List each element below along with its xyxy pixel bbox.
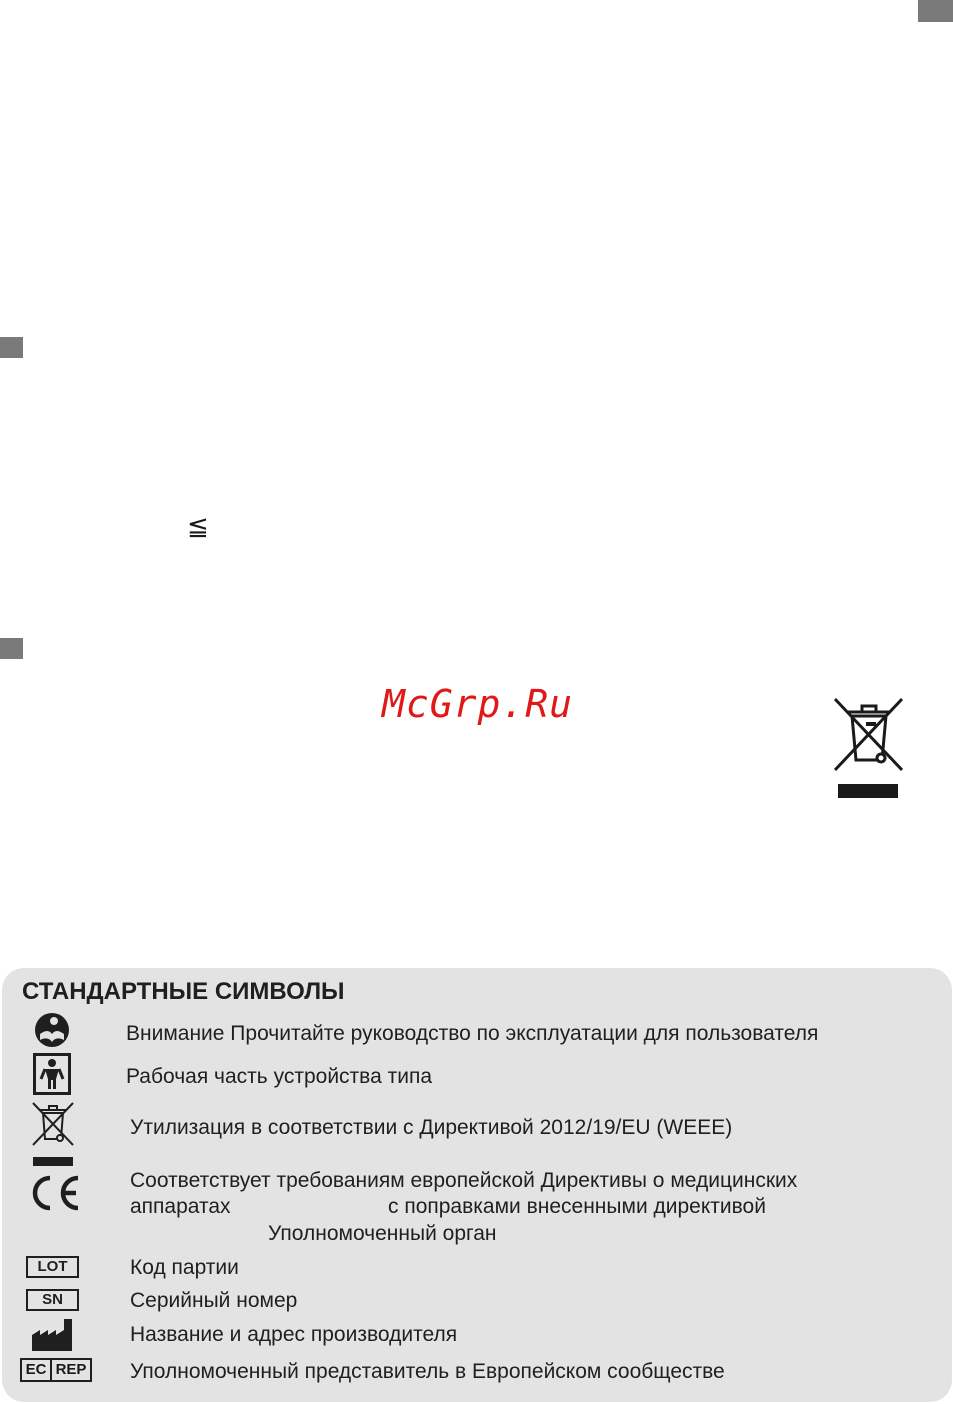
- symbol-description: Внимание Прочитайте руководство по эксплуатации для пользователя: [126, 1022, 819, 1045]
- section-marker: [0, 638, 23, 659]
- symbol-description: Серийный номер: [130, 1289, 298, 1312]
- watermark: McGrp.Ru: [382, 682, 574, 726]
- weee-bin-icon: [832, 696, 906, 802]
- ce-mark-icon: [28, 1174, 82, 1212]
- symbol-description: Утилизация в соответствии с Директивой 2012/19/EU (WEEE): [130, 1116, 733, 1139]
- symbol-description: с поправками внесенными директивой: [388, 1195, 766, 1218]
- sn-icon: SN: [26, 1289, 79, 1311]
- symbol-description: Уполномоченный представитель в Европейском сообществе: [130, 1360, 725, 1383]
- rep-label: REP: [55, 1361, 87, 1378]
- less-equal-symbol: ≦: [187, 512, 209, 542]
- page-tab-marker: [918, 0, 953, 22]
- symbol-description: Уполномоченный орган: [268, 1222, 497, 1245]
- symbol-description: Название и адрес производителя: [130, 1323, 458, 1346]
- type-b-applied-part-icon: [33, 1053, 71, 1095]
- section-marker: [0, 337, 23, 358]
- symbol-description: Соответствует требованиям европейской Директивы о медицинских: [130, 1169, 798, 1192]
- symbol-description: Код партии: [130, 1256, 239, 1279]
- panel-title: СТАНДАРТНЫЕ СИМВОЛЫ: [22, 978, 345, 1005]
- weee-bin-icon: [31, 1101, 75, 1167]
- symbol-description: аппаратах: [130, 1195, 231, 1218]
- ec-rep-icon: [20, 1358, 92, 1382]
- ec-label: EC: [22, 1360, 52, 1380]
- symbol-description: Рабочая часть устройства типа: [126, 1065, 432, 1088]
- read-manual-icon: [32, 1012, 72, 1048]
- lot-icon: LOT: [26, 1256, 79, 1278]
- manufacturer-icon: [32, 1317, 74, 1351]
